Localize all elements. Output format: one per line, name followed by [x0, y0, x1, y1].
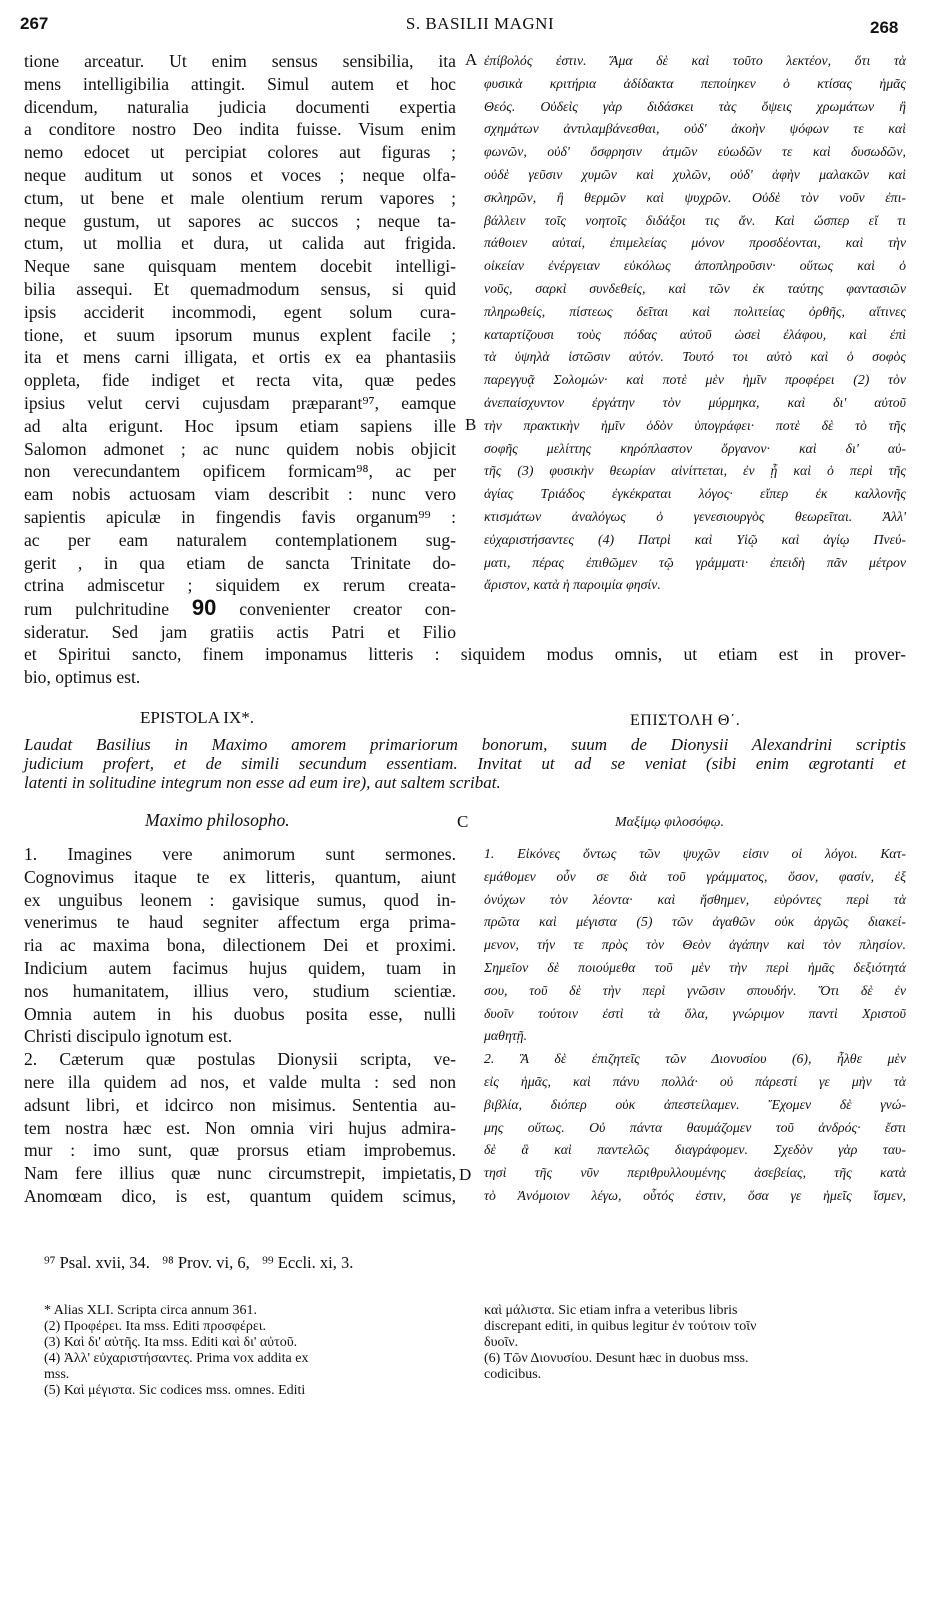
- footnote: (2) Προφέρει. Ita mss. Editi προσφέρει.: [44, 1319, 266, 1334]
- footnote: (5) Καὶ μέγιστα. Sic codices mss. omnes. Editi: [44, 1383, 306, 1398]
- text-fragment: convenienter creator con-: [239, 599, 456, 620]
- text-line: nere illa quidem ad nos, et valde multa : sed non: [24, 1071, 456, 1092]
- text-line: ἐπίβολός ἐστιν. Ἅμα δὲ καὶ τοῦτο λεκτέον, ὅτι τὰ: [484, 53, 906, 68]
- text-line: μης οὕτως. Οὐ πάντα θαυμάζομεν τοῦ ἀνδρός· ἔστι: [484, 1119, 906, 1135]
- footnote: (6) Τῶν Διονυσίου. Desunt hæc in duobus mss.: [484, 1351, 749, 1366]
- text-line: 2. Cæterum quæ postulas Dionysii scripta, ve-: [24, 1049, 456, 1070]
- text-line: ex unguibus leonem : gavisique sumus, quod in-: [24, 889, 456, 910]
- text-line: τὴν πρακτικὴν ἡμῖν ὁδὸν ὑπογράφει· ποτὲ δὲ τὸ τῆς: [484, 417, 906, 433]
- epistle-argument: [24, 735, 906, 792]
- text-line: πληρωθείς, πίστεως δεῖται καὶ πολιτείας ὀρθῆς, αἵτινες: [484, 303, 906, 319]
- text-line: neque gustum, ut sapores ac succos ; neque ta-: [24, 210, 456, 231]
- address-latin: Maximo philosopho.: [145, 810, 290, 830]
- greek-column-body: [484, 843, 906, 1208]
- greek-column-top: [484, 50, 906, 597]
- text-line: 2. Ἃ δὲ ἐπιζητεῖς τῶν Διονυσίου (6), ἦλθε μὲν: [484, 1051, 906, 1067]
- text-line: judicium profert, et de simili secundum essentiam. Invitat ut ad se veniat (sibi enim ægrotanti et: [24, 754, 906, 773]
- footnote: (3) Καὶ δι' αὐτῆς. Ita mss. Editi καὶ δι' αὐτοῦ.: [44, 1335, 298, 1350]
- text-line: tione arceatur. Ut enim sensus sensibilia, ita: [24, 51, 456, 71]
- text-line: adsunt libri, et idcirco non misimus. Sententia au-: [24, 1094, 456, 1115]
- text-line: neque auditum ut sonos et voces ; neque olfa-: [24, 164, 456, 185]
- footnote: codicibus.: [484, 1367, 542, 1382]
- text-line: Omnia autem in his duobus posita esse, nulli: [24, 1003, 456, 1024]
- page-number-left: 267: [20, 14, 49, 33]
- text-line: φυσικὰ κριτήρια ἀδίδακτα πεποίηκεν ὁ κτίσας ἡμᾶς: [484, 75, 906, 91]
- text-line: εἰς ἡμᾶς, καὶ πάνυ πολλά· οὐ πάρεστί γε μὴν τὰ: [484, 1073, 906, 1089]
- text-line: παρεγγυᾷ Σολομών· καὶ ποτὲ μὲν ἡμῖν προφέρει (2) τὸν: [484, 372, 906, 388]
- text-line: ὀνύχων τὸν λέοντα· καὶ ἥσθημεν, εὑρόντες περὶ τὰ: [484, 891, 906, 907]
- text-line: ctum, ut bene et male olentium rerum vapores ;: [24, 187, 456, 208]
- text-line: ctrina admiscetur ; siquidem ex rerum creata-: [24, 575, 456, 596]
- footnotes-left: [44, 1303, 456, 1399]
- text-line: dicendum, naturalia judicia documenti expertia: [24, 96, 456, 117]
- text-line: εμάθομεν οὖν σε διὰ τοῦ γράμματος, ὅσον, φασίν, ἐξ: [484, 868, 906, 884]
- text-line: nos humanitatem, illius vero, studium scientiæ.: [24, 980, 456, 1001]
- text-line: ad alta erigunt. Hoc ipsum etiam sapiens ille: [24, 415, 456, 436]
- text-line: δυοῖν τούτοιν ἐστὶ τὰ ὅλα, γνώριμον παντὶ Χριστοῦ: [484, 1005, 906, 1021]
- text-line: sapientis apiculæ in fingendis favis organum⁹⁹ :: [24, 506, 456, 527]
- text-line: bilia assequi. Et quemadmodum sensus, si quid: [24, 278, 456, 299]
- text-line: ἁγίας Τριάδος ἐγκέκραται λόγος· εἴπερ ἐκ καλλονῆς: [484, 486, 906, 502]
- text-line: δὲ ἃ καὶ παντελῶς διαγράφομεν. Σχεδὸν γὰρ ταυ-: [484, 1142, 906, 1158]
- text-line: τησὶ τῆς νῦν περιθρυλλουμένης ἀσεβείας, τῆς κατὰ: [484, 1165, 906, 1181]
- footnote: discrepant editi, in quibus legitur ἐν τούτοιν τοῖν: [484, 1319, 757, 1334]
- page-number-right: 268: [870, 18, 899, 37]
- text-line: 1. Imagines vere animorum sunt sermones.: [24, 844, 456, 864]
- text-line: τὸ Ἀνόμοιον λέγω, οὗτός ἐστιν, ὅσα γε ἡμεῖς ἴσμεν,: [484, 1187, 906, 1203]
- text-line: οἰκείαν ἐνέργειαν εὐκόλως ἀποπληροῦσιν· οὕτως καὶ ὁ: [484, 258, 906, 274]
- full-width-text: [24, 643, 906, 689]
- margin-letter-b: B: [465, 415, 477, 434]
- text-line: Neque sane quisquam mentem docebit intelligi-: [24, 256, 456, 277]
- text-line: Laudat Basilius in Maximo amorem primariorum bonorum, suum de Dionysii Alexandrini scriptis: [24, 735, 906, 754]
- footnote: mss.: [44, 1367, 70, 1382]
- footnotes-right: [484, 1303, 906, 1383]
- text-line: πάθοιεν αὐταί, ἐπιμελείας μόνον προσδέονται, καὶ τὴν: [484, 235, 906, 251]
- text-line: venerimus te haud segniter affectum erga prima-: [24, 912, 456, 933]
- text-line: σχημάτων ἀντιλαμβάνεσθαι, οὐδ' ἀκοὴν ψόφων τε καὶ: [484, 121, 906, 137]
- text-line: latenti in solitudine integrum non esse ad eum ire), aut saltem scribat.: [24, 773, 501, 792]
- text-line: πρῶτα καὶ μέγιστα (5) τῶν ἀγαθῶν οὐκ ἀργῶς διακεί-: [484, 914, 906, 930]
- text-line: Salomon admonet ; ac nunc quidem nobis objicit: [24, 438, 456, 459]
- text-line: non verecundantem opificem formicam⁹⁸, ac per: [24, 461, 456, 482]
- footnote: δυοῖν.: [484, 1335, 519, 1350]
- text-line: ἀνεπαίσχυντον ἐργάτην τὸν μύρμηκα, καὶ δι' αὐτοῦ: [484, 394, 906, 410]
- text-line: ipsis acciderit incommodi, egent solum cura-: [24, 301, 456, 322]
- text-line: σκληρῶν, ἢ θερμῶν καὶ ψυχρῶν. Οὐδὲ τὸν νοῦν ἐπι-: [484, 189, 906, 205]
- text-line: τὰ ὑψηλὰ ἱστῶσιν αὐτόν. Τουτό τοι αὐτὸ καὶ ὁ σοφὸς: [484, 349, 906, 365]
- footnote: (4) Ἀλλ' εὐχαριστήσαντες. Prima vox addita ex: [44, 1351, 309, 1366]
- text-line: ἄριστον, κατὰ ἡ παροιμία φησίν.: [484, 577, 661, 593]
- margin-letter-c: C: [457, 812, 469, 831]
- text-line: eam nobis actuosam viam describit : nunc vero: [24, 484, 456, 505]
- scripture-references: ⁹⁷ Psal. xvii, 34. ⁹⁸ Prov. vi, 6, ⁹⁹ Eccli. xi, 3.: [44, 1253, 354, 1272]
- margin-letter-a: A: [465, 50, 478, 69]
- text-line: gerit , in qua etiam de sancta Trinitate do-: [24, 552, 456, 573]
- text-line: nemo edocet ut percipiat colores aut figuras ;: [24, 142, 456, 163]
- text-line: oppleta, fide indiget et recta vita, quæ pedes: [24, 370, 456, 391]
- address-greek: Μαξίμῳ φιλοσόφῳ.: [615, 815, 725, 830]
- text-line: Θεός. Οὐδεὶς γὰρ διδάσκει τὰς ὄψεις χρωμάτων ἢ: [484, 98, 906, 114]
- text-line: σου, τοῦ δὲ τὴν περὶ γνῶσιν σπουδήν. Ὅτι δὲ ἐν: [484, 982, 906, 998]
- text-line: φωνῶν, οὐδ' ὄσφρησιν ἀτμῶν εὐωδῶν τε καὶ δυσωδῶν,: [484, 144, 906, 160]
- text-line: ctum, ut mollia et dura, ut calida aut frigida.: [24, 233, 456, 254]
- text-line: Christi discipulo ignotum est.: [24, 1026, 233, 1047]
- text-line: tem nostra hæc est. Non omnia viri hujus admira-: [24, 1117, 456, 1138]
- text-line: 1. Εἰκόνες ὄντως τῶν ψυχῶν εἰσιν οἱ λόγοι. Κατ-: [484, 846, 906, 861]
- text-line: βάλλειν τοῖς νοητοῖς διδάξοι τις ἄν. Καὶ ὥσπερ εἴ τι: [484, 212, 906, 228]
- footnote: καὶ μάλιστα. Sic etiam infra a veteribus libris: [484, 1303, 738, 1318]
- epistle-title-latin: EPISTOLA IX*.: [140, 708, 254, 727]
- text-line: καταρτίζουσι τοὺς πόδας αὐτοῦ ὡσεὶ ἐλάφου, καὶ ἐπὶ: [484, 326, 906, 342]
- text-line-with-column-marker: [24, 597, 456, 621]
- text-line: Cognovimus itaque te ex litteris, quantum, aiunt: [24, 866, 456, 887]
- footnote: * Alias XLI. Scripta circa annum 361.: [44, 1303, 258, 1318]
- text-line: Indicium autem facimus hujus quidem, tuam in: [24, 957, 456, 978]
- text-line: κτισμάτων ἀναλόγως ὁ γενεσιουργὸς θεωρεῖται. Ἀλλ': [484, 508, 906, 524]
- text-line: οὐδὲ γεῦσιν χυμῶν καὶ χυλῶν, οὐδ' ἁφὴν μαλακῶν καὶ: [484, 166, 906, 182]
- text-line: Nam fere illius quæ nunc circumstrepit, impietatis,: [24, 1163, 456, 1184]
- text-line: νοῦς, σαρκὶ συνδεθείς, καὶ τῶν ἐκ ταύτης φαντασιῶν: [484, 280, 906, 296]
- epistle-title-greek: ΕΠΙΣΤΟΛΗ Θ΄.: [630, 712, 741, 729]
- text-line: ria ac maxima bona, dilectionem Dei et proximi.: [24, 935, 456, 956]
- text-line: a conditore nostro Deo indita fuisse. Visum enim: [24, 119, 456, 140]
- text-line: mens intelligibilia attingit. Simul autem et hoc: [24, 73, 456, 94]
- text-line: βιβλία, διόπερ οὐκ ἀπεστείλαμεν. Ἔχομεν δὲ γνώ-: [484, 1096, 906, 1112]
- text-line: ita et mens carni illigata, et ortis ex ea phantasiis: [24, 347, 456, 368]
- text-line: τῆς (3) φυσικὴν θεωρίαν αἰνίττεται, ἐν ᾗ καὶ ὁ περὶ τῆς: [484, 463, 906, 479]
- margin-letter-d: D: [459, 1165, 472, 1184]
- column-number-marker: 90: [191, 595, 217, 621]
- text-line: μαθητῇ.: [484, 1028, 528, 1044]
- text-line: Σημεῖον δὲ ποιούμεθα τοῦ μὲν τὴν περὶ ἡμᾶς δεξιότητά: [484, 959, 906, 975]
- text-line: εὐχαριστήσαντες (4) Πατρὶ καὶ Υἱῷ καὶ ἁγίῳ Πνεύ-: [484, 531, 906, 547]
- text-fragment: rum pulchritudine: [24, 599, 170, 620]
- text-line: et Spiritui sancto, finem imponamus litteris : siquidem modus omnis, ut etiam est in prover-: [24, 644, 906, 664]
- latin-column-body: [24, 843, 456, 1208]
- latin-column-top: [24, 50, 456, 644]
- text-line: tione, et suum ipsorum munus explent facile ;: [24, 324, 456, 345]
- text-line: bio, optimus est.: [24, 666, 141, 687]
- text-line: σοφῆς μελίττης κηρόπλαστον ὄργανον· καὶ δι' αὐ-: [484, 440, 906, 456]
- running-title: S. BASILII MAGNI: [405, 14, 555, 33]
- text-line: μενον, τήν τε πρὸς τὸν Θεὸν ἀγάπην καὶ τὸν πλησίον.: [484, 937, 906, 953]
- text-line: ipsius velut cervi cujusdam præparant⁹⁷, eamque: [24, 392, 456, 413]
- text-line: ac per eam naturalem contemplationem sug-: [24, 529, 456, 550]
- text-line: mur : imo sunt, quæ prorsus etiam improbemus.: [24, 1140, 456, 1161]
- text-line: Anomœam dico, is est, quantum quidem scimus,: [24, 1185, 456, 1206]
- text-line: ματι, πέρας ἐπιθῶμεν τῷ γράμματι· ἐπειδὴ πᾶν μέτρον: [484, 554, 906, 570]
- text-line: sideratur. Sed jam gratiis actis Patri et Filio: [24, 621, 456, 642]
